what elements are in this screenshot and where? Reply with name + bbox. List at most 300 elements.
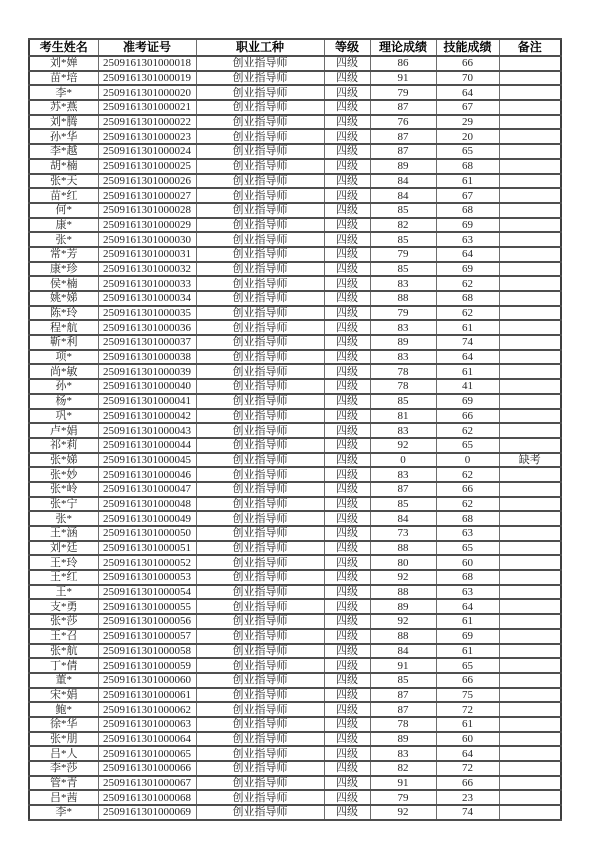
cell-theory: 82: [370, 761, 436, 776]
column-header-remark: 备注: [499, 39, 561, 56]
cell-occupation: 创业指导师: [196, 159, 324, 174]
cell-remark: [499, 85, 561, 100]
cell-name: 何*: [29, 203, 98, 218]
cell-remark: [499, 71, 561, 86]
cell-name: 张*宁: [29, 497, 98, 512]
cell-skill: 62: [436, 423, 499, 438]
cell-skill: 66: [436, 673, 499, 688]
table-row: [29, 350, 561, 365]
cell-exam_id: 2509161301000037: [98, 335, 196, 350]
table-row: [29, 453, 561, 468]
cell-skill: 61: [436, 614, 499, 629]
cell-level: 四级: [324, 276, 370, 291]
cell-exam_id: 2509161301000051: [98, 541, 196, 556]
cell-skill: 61: [436, 717, 499, 732]
cell-level: 四级: [324, 159, 370, 174]
cell-level: 四级: [324, 291, 370, 306]
cell-name: 祁*莉: [29, 438, 98, 453]
cell-level: 四级: [324, 526, 370, 541]
cell-occupation: 创业指导师: [196, 262, 324, 277]
cell-theory: 89: [370, 732, 436, 747]
table-row: [29, 776, 561, 791]
table-row: [29, 247, 561, 262]
cell-occupation: 创业指导师: [196, 438, 324, 453]
cell-level: 四级: [324, 658, 370, 673]
cell-theory: 85: [370, 673, 436, 688]
cell-exam_id: 2509161301000032: [98, 262, 196, 277]
cell-level: 四级: [324, 56, 370, 71]
cell-skill: 60: [436, 555, 499, 570]
cell-level: 四级: [324, 673, 370, 688]
cell-exam_id: 2509161301000060: [98, 673, 196, 688]
cell-skill: 65: [436, 144, 499, 159]
cell-theory: 91: [370, 658, 436, 673]
cell-remark: [499, 702, 561, 717]
cell-name: 孙*: [29, 379, 98, 394]
cell-skill: 66: [436, 776, 499, 791]
cell-theory: 79: [370, 247, 436, 262]
table-row: [29, 306, 561, 321]
cell-name: 李*莎: [29, 761, 98, 776]
cell-skill: 72: [436, 702, 499, 717]
cell-remark: [499, 629, 561, 644]
cell-occupation: 创业指导师: [196, 732, 324, 747]
cell-exam_id: 2509161301000055: [98, 599, 196, 614]
cell-level: 四级: [324, 232, 370, 247]
cell-level: 四级: [324, 306, 370, 321]
cell-theory: 88: [370, 585, 436, 600]
cell-remark: [499, 599, 561, 614]
cell-theory: 88: [370, 291, 436, 306]
table-row: [29, 335, 561, 350]
cell-level: 四级: [324, 467, 370, 482]
cell-theory: 80: [370, 555, 436, 570]
cell-remark: 缺考: [499, 453, 561, 468]
cell-theory: 87: [370, 702, 436, 717]
cell-occupation: 创业指导师: [196, 541, 324, 556]
cell-skill: 62: [436, 497, 499, 512]
cell-occupation: 创业指导师: [196, 453, 324, 468]
cell-exam_id: 2509161301000038: [98, 350, 196, 365]
cell-remark: [499, 320, 561, 335]
table-row: [29, 71, 561, 86]
table-row: [29, 364, 561, 379]
table-row: [29, 570, 561, 585]
table-row: [29, 688, 561, 703]
cell-skill: 67: [436, 188, 499, 203]
table-row: [29, 585, 561, 600]
cell-exam_id: 2509161301000024: [98, 144, 196, 159]
cell-exam_id: 2509161301000021: [98, 100, 196, 115]
cell-theory: 73: [370, 526, 436, 541]
cell-remark: [499, 673, 561, 688]
table-body: [29, 56, 561, 820]
table-row: [29, 761, 561, 776]
cell-exam_id: 2509161301000048: [98, 497, 196, 512]
cell-theory: 92: [370, 570, 436, 585]
cell-remark: [499, 350, 561, 365]
cell-exam_id: 2509161301000047: [98, 482, 196, 497]
cell-occupation: 创业指导师: [196, 497, 324, 512]
cell-level: 四级: [324, 717, 370, 732]
table-row: [29, 409, 561, 424]
cell-occupation: 创业指导师: [196, 56, 324, 71]
cell-exam_id: 2509161301000043: [98, 423, 196, 438]
cell-exam_id: 2509161301000058: [98, 644, 196, 659]
cell-name: 李*: [29, 805, 98, 820]
cell-level: 四级: [324, 203, 370, 218]
cell-theory: 84: [370, 174, 436, 189]
cell-level: 四级: [324, 585, 370, 600]
cell-skill: 74: [436, 335, 499, 350]
cell-skill: 75: [436, 688, 499, 703]
cell-name: 吕*茜: [29, 790, 98, 805]
cell-theory: 83: [370, 746, 436, 761]
cell-level: 四级: [324, 129, 370, 144]
cell-exam_id: 2509161301000036: [98, 320, 196, 335]
cell-occupation: 创业指导师: [196, 247, 324, 262]
cell-remark: [499, 115, 561, 130]
cell-name: 吕*人: [29, 746, 98, 761]
cell-occupation: 创业指导师: [196, 614, 324, 629]
cell-exam_id: 2509161301000065: [98, 746, 196, 761]
cell-occupation: 创业指导师: [196, 717, 324, 732]
cell-exam_id: 2509161301000034: [98, 291, 196, 306]
cell-level: 四级: [324, 409, 370, 424]
cell-occupation: 创业指导师: [196, 394, 324, 409]
cell-skill: 64: [436, 746, 499, 761]
cell-occupation: 创业指导师: [196, 364, 324, 379]
cell-name: 张*: [29, 511, 98, 526]
table-row: [29, 702, 561, 717]
cell-level: 四级: [324, 379, 370, 394]
cell-name: 张*朋: [29, 732, 98, 747]
cell-exam_id: 2509161301000068: [98, 790, 196, 805]
cell-remark: [499, 188, 561, 203]
cell-occupation: 创业指导师: [196, 761, 324, 776]
cell-remark: [499, 335, 561, 350]
cell-skill: 65: [436, 438, 499, 453]
table-row: [29, 644, 561, 659]
cell-name: 李*: [29, 85, 98, 100]
cell-theory: 86: [370, 56, 436, 71]
table-row: [29, 394, 561, 409]
table-row: [29, 717, 561, 732]
cell-skill: 69: [436, 262, 499, 277]
cell-skill: 68: [436, 203, 499, 218]
cell-occupation: 创业指导师: [196, 776, 324, 791]
cell-remark: [499, 306, 561, 321]
cell-theory: 82: [370, 218, 436, 233]
cell-theory: 0: [370, 453, 436, 468]
cell-skill: 65: [436, 541, 499, 556]
cell-level: 四级: [324, 364, 370, 379]
cell-name: 张*: [29, 232, 98, 247]
column-header-theory: 理论成绩: [370, 39, 436, 56]
cell-level: 四级: [324, 790, 370, 805]
cell-level: 四级: [324, 188, 370, 203]
cell-level: 四级: [324, 746, 370, 761]
table-row: [29, 320, 561, 335]
cell-name: 杨*: [29, 394, 98, 409]
cell-remark: [499, 218, 561, 233]
cell-remark: [499, 497, 561, 512]
cell-remark: [499, 174, 561, 189]
cell-level: 四级: [324, 570, 370, 585]
cell-name: 支*勇: [29, 599, 98, 614]
cell-theory: 92: [370, 805, 436, 820]
cell-remark: [499, 438, 561, 453]
cell-skill: 65: [436, 658, 499, 673]
cell-level: 四级: [324, 218, 370, 233]
cell-exam_id: 2509161301000026: [98, 174, 196, 189]
cell-skill: 61: [436, 320, 499, 335]
cell-exam_id: 2509161301000042: [98, 409, 196, 424]
cell-exam_id: 2509161301000028: [98, 203, 196, 218]
cell-remark: [499, 790, 561, 805]
cell-skill: 67: [436, 100, 499, 115]
cell-occupation: 创业指导师: [196, 203, 324, 218]
cell-occupation: 创业指导师: [196, 174, 324, 189]
table-row: [29, 218, 561, 233]
cell-name: 董*: [29, 673, 98, 688]
cell-remark: [499, 732, 561, 747]
cell-level: 四级: [324, 394, 370, 409]
column-header-occupation: 职业工种: [196, 39, 324, 56]
cell-level: 四级: [324, 335, 370, 350]
cell-name: 孙*华: [29, 129, 98, 144]
table-row: [29, 291, 561, 306]
cell-exam_id: 2509161301000023: [98, 129, 196, 144]
cell-theory: 83: [370, 350, 436, 365]
cell-occupation: 创业指导师: [196, 144, 324, 159]
cell-skill: 63: [436, 585, 499, 600]
cell-occupation: 创业指导师: [196, 467, 324, 482]
cell-remark: [499, 100, 561, 115]
cell-remark: [499, 467, 561, 482]
table-row: [29, 732, 561, 747]
cell-skill: 69: [436, 394, 499, 409]
cell-remark: [499, 658, 561, 673]
cell-exam_id: 2509161301000027: [98, 188, 196, 203]
table-row: [29, 541, 561, 556]
cell-exam_id: 2509161301000066: [98, 761, 196, 776]
cell-theory: 79: [370, 306, 436, 321]
header-row: [29, 39, 561, 56]
cell-occupation: 创业指导师: [196, 790, 324, 805]
cell-occupation: 创业指导师: [196, 335, 324, 350]
cell-name: 刘*廷: [29, 541, 98, 556]
table-row: [29, 188, 561, 203]
cell-exam_id: 2509161301000029: [98, 218, 196, 233]
cell-theory: 83: [370, 276, 436, 291]
cell-skill: 70: [436, 71, 499, 86]
cell-level: 四级: [324, 453, 370, 468]
cell-name: 卢*娟: [29, 423, 98, 438]
cell-name: 丁*倩: [29, 658, 98, 673]
cell-name: 陈*玲: [29, 306, 98, 321]
cell-occupation: 创业指导师: [196, 511, 324, 526]
cell-level: 四级: [324, 144, 370, 159]
cell-skill: 72: [436, 761, 499, 776]
table-row: [29, 511, 561, 526]
cell-level: 四级: [324, 688, 370, 703]
cell-skill: 66: [436, 409, 499, 424]
cell-skill: 62: [436, 276, 499, 291]
cell-level: 四级: [324, 732, 370, 747]
cell-theory: 87: [370, 688, 436, 703]
column-header-exam_id: 准考证号: [98, 39, 196, 56]
cell-level: 四级: [324, 174, 370, 189]
cell-name: 王*玲: [29, 555, 98, 570]
cell-name: 巩*: [29, 409, 98, 424]
cell-exam_id: 2509161301000057: [98, 629, 196, 644]
cell-level: 四级: [324, 511, 370, 526]
cell-exam_id: 2509161301000039: [98, 364, 196, 379]
cell-remark: [499, 746, 561, 761]
cell-skill: 0: [436, 453, 499, 468]
cell-occupation: 创业指导师: [196, 85, 324, 100]
cell-exam_id: 2509161301000019: [98, 71, 196, 86]
cell-level: 四级: [324, 423, 370, 438]
cell-name: 鲍*: [29, 702, 98, 717]
cell-occupation: 创业指导师: [196, 585, 324, 600]
cell-occupation: 创业指导师: [196, 232, 324, 247]
table-row: [29, 262, 561, 277]
cell-name: 王*: [29, 585, 98, 600]
cell-remark: [499, 614, 561, 629]
cell-remark: [499, 144, 561, 159]
cell-level: 四级: [324, 629, 370, 644]
cell-skill: 68: [436, 159, 499, 174]
cell-theory: 85: [370, 262, 436, 277]
cell-theory: 78: [370, 717, 436, 732]
cell-skill: 63: [436, 232, 499, 247]
cell-occupation: 创业指导师: [196, 482, 324, 497]
cell-theory: 85: [370, 203, 436, 218]
cell-level: 四级: [324, 320, 370, 335]
cell-remark: [499, 394, 561, 409]
cell-skill: 20: [436, 129, 499, 144]
cell-theory: 88: [370, 629, 436, 644]
cell-level: 四级: [324, 644, 370, 659]
cell-level: 四级: [324, 71, 370, 86]
cell-remark: [499, 247, 561, 262]
cell-remark: [499, 776, 561, 791]
cell-theory: 91: [370, 71, 436, 86]
table-row: [29, 805, 561, 820]
cell-name: 程*航: [29, 320, 98, 335]
cell-theory: 91: [370, 776, 436, 791]
cell-remark: [499, 570, 561, 585]
cell-skill: 64: [436, 350, 499, 365]
table-row: [29, 658, 561, 673]
cell-name: 张*岭: [29, 482, 98, 497]
cell-occupation: 创业指导师: [196, 306, 324, 321]
cell-name: 苏*燕: [29, 100, 98, 115]
cell-remark: [499, 805, 561, 820]
cell-occupation: 创业指导师: [196, 129, 324, 144]
cell-exam_id: 2509161301000053: [98, 570, 196, 585]
table-row: [29, 790, 561, 805]
cell-level: 四级: [324, 85, 370, 100]
cell-skill: 64: [436, 247, 499, 262]
cell-exam_id: 2509161301000061: [98, 688, 196, 703]
cell-remark: [499, 585, 561, 600]
table-row: [29, 599, 561, 614]
table-row: [29, 526, 561, 541]
table-row: [29, 144, 561, 159]
table-row: [29, 629, 561, 644]
cell-skill: 69: [436, 218, 499, 233]
cell-theory: 79: [370, 790, 436, 805]
cell-skill: 61: [436, 364, 499, 379]
table-row: [29, 203, 561, 218]
cell-skill: 61: [436, 174, 499, 189]
cell-occupation: 创业指导师: [196, 658, 324, 673]
cell-skill: 68: [436, 511, 499, 526]
cell-theory: 87: [370, 144, 436, 159]
table-row: [29, 438, 561, 453]
cell-skill: 64: [436, 85, 499, 100]
cell-occupation: 创业指导师: [196, 629, 324, 644]
cell-remark: [499, 291, 561, 306]
cell-level: 四级: [324, 115, 370, 130]
column-header-name: 考生姓名: [29, 39, 98, 56]
cell-name: 李*越: [29, 144, 98, 159]
cell-name: 张*天: [29, 174, 98, 189]
cell-remark: [499, 159, 561, 174]
table-row: [29, 159, 561, 174]
cell-occupation: 创业指导师: [196, 71, 324, 86]
cell-theory: 89: [370, 599, 436, 614]
cell-remark: [499, 688, 561, 703]
cell-exam_id: 2509161301000052: [98, 555, 196, 570]
cell-exam_id: 2509161301000062: [98, 702, 196, 717]
cell-name: 常*芳: [29, 247, 98, 262]
cell-exam_id: 2509161301000035: [98, 306, 196, 321]
cell-name: 康*: [29, 218, 98, 233]
cell-remark: [499, 511, 561, 526]
cell-theory: 84: [370, 511, 436, 526]
table-row: [29, 467, 561, 482]
cell-remark: [499, 409, 561, 424]
cell-exam_id: 2509161301000063: [98, 717, 196, 732]
cell-name: 姚*娣: [29, 291, 98, 306]
cell-remark: [499, 379, 561, 394]
table-row: [29, 423, 561, 438]
cell-remark: [499, 526, 561, 541]
cell-theory: 87: [370, 129, 436, 144]
cell-remark: [499, 761, 561, 776]
cell-level: 四级: [324, 100, 370, 115]
cell-occupation: 创业指导师: [196, 379, 324, 394]
cell-skill: 62: [436, 306, 499, 321]
cell-occupation: 创业指导师: [196, 320, 324, 335]
table-row: [29, 746, 561, 761]
cell-theory: 76: [370, 115, 436, 130]
cell-occupation: 创业指导师: [196, 688, 324, 703]
cell-skill: 60: [436, 732, 499, 747]
cell-theory: 87: [370, 482, 436, 497]
cell-name: 王*红: [29, 570, 98, 585]
cell-name: 张*妙: [29, 467, 98, 482]
cell-level: 四级: [324, 599, 370, 614]
cell-occupation: 创业指导师: [196, 218, 324, 233]
cell-name: 康*珍: [29, 262, 98, 277]
cell-occupation: 创业指导师: [196, 188, 324, 203]
cell-exam_id: 2509161301000067: [98, 776, 196, 791]
